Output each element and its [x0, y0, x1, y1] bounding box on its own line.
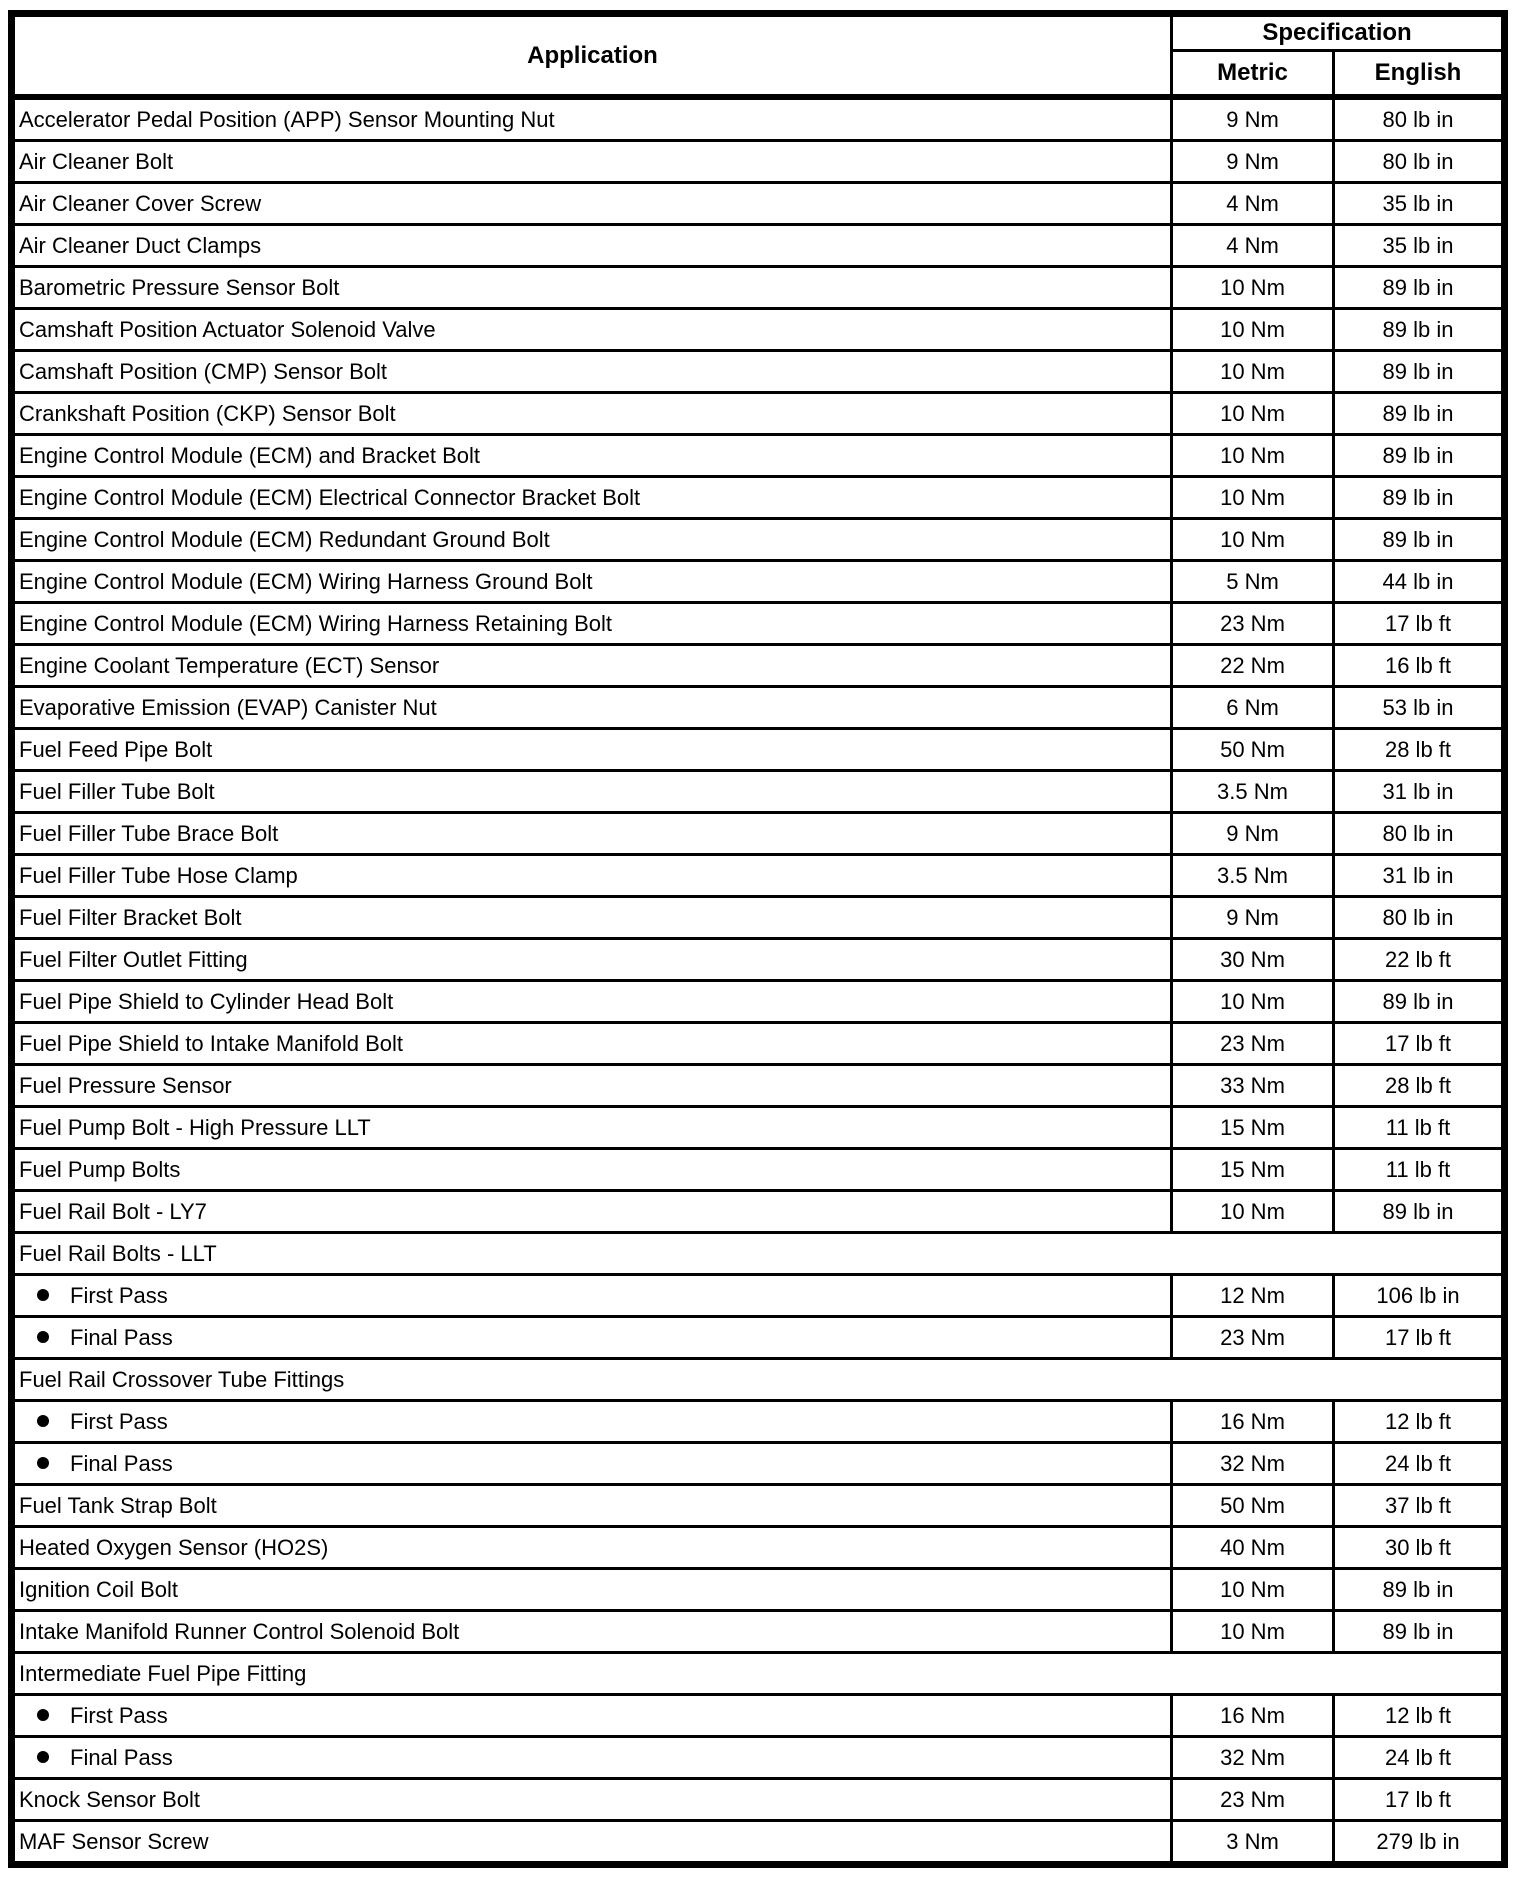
table-row [12, 393, 1505, 435]
table-row [12, 1779, 1505, 1821]
application-cell: Barometric Pressure Sensor Bolt [12, 267, 1172, 309]
application-column-header: Application [12, 14, 1172, 98]
table-row [12, 225, 1505, 267]
table-row [12, 1149, 1505, 1191]
table-row [12, 813, 1505, 855]
application-cell: Camshaft Position (CMP) Sensor Bolt [12, 351, 1172, 393]
english-value-cell: 89 lb in [1334, 351, 1505, 393]
application-label: Final Pass [70, 1744, 173, 1770]
metric-value-cell: 10 Nm [1172, 267, 1334, 309]
table-row [12, 1023, 1505, 1065]
metric-value-cell: 10 Nm [1172, 981, 1334, 1023]
metric-value-cell: 10 Nm [1172, 435, 1334, 477]
english-value-cell: 80 lb in [1334, 897, 1505, 939]
english-value-cell: 28 lb ft [1334, 1065, 1505, 1107]
english-value-cell: 89 lb in [1334, 477, 1505, 519]
application-cell: MAF Sensor Screw [12, 1821, 1172, 1865]
table-row [12, 309, 1505, 351]
fastener-spec-table [8, 10, 1508, 1868]
table-row [12, 1317, 1505, 1359]
section-title-cell: Fuel Rail Crossover Tube Fittings [12, 1359, 1505, 1401]
english-value-cell: 89 lb in [1334, 519, 1505, 561]
bullet-icon [37, 1289, 49, 1301]
table-row [12, 1821, 1505, 1865]
english-value-cell: 80 lb in [1334, 97, 1505, 141]
application-cell: Engine Control Module (ECM) Electrical Connector Bracket Bolt [12, 477, 1172, 519]
table-row [12, 97, 1505, 141]
metric-value-cell: 23 Nm [1172, 1779, 1334, 1821]
table-row [12, 561, 1505, 603]
english-value-cell: 89 lb in [1334, 393, 1505, 435]
application-cell: Heated Oxygen Sensor (HO2S) [12, 1527, 1172, 1569]
table-row [12, 729, 1505, 771]
application-cell: Engine Control Module (ECM) Wiring Harness Ground Bolt [12, 561, 1172, 603]
english-value-cell: 24 lb ft [1334, 1737, 1505, 1779]
metric-value-cell: 10 Nm [1172, 1611, 1334, 1653]
english-value-cell: 89 lb in [1334, 1611, 1505, 1653]
table-row [12, 1527, 1505, 1569]
section-header-row [12, 1653, 1505, 1695]
metric-value-cell: 32 Nm [1172, 1737, 1334, 1779]
metric-value-cell: 3.5 Nm [1172, 771, 1334, 813]
table-row [12, 477, 1505, 519]
english-value-cell: 279 lb in [1334, 1821, 1505, 1865]
metric-value-cell: 30 Nm [1172, 939, 1334, 981]
metric-value-cell: 23 Nm [1172, 1317, 1334, 1359]
english-value-cell: 35 lb in [1334, 225, 1505, 267]
metric-value-cell: 22 Nm [1172, 645, 1334, 687]
application-cell: Fuel Tank Strap Bolt [12, 1485, 1172, 1527]
application-cell: Fuel Filler Tube Brace Bolt [12, 813, 1172, 855]
section-title-cell: Fuel Rail Bolts - LLT [12, 1233, 1505, 1275]
metric-value-cell: 10 Nm [1172, 351, 1334, 393]
application-cell: Knock Sensor Bolt [12, 1779, 1172, 1821]
table-row [12, 687, 1505, 729]
section-header-row [12, 1359, 1505, 1401]
application-cell: Fuel Feed Pipe Bolt [12, 729, 1172, 771]
table-row [12, 981, 1505, 1023]
metric-value-cell: 9 Nm [1172, 897, 1334, 939]
application-cell: Ignition Coil Bolt [12, 1569, 1172, 1611]
application-cell: Air Cleaner Bolt [12, 141, 1172, 183]
application-cell [12, 1443, 1172, 1485]
application-cell: Intake Manifold Runner Control Solenoid Bolt [12, 1611, 1172, 1653]
english-value-cell: 44 lb in [1334, 561, 1505, 603]
english-value-cell: 12 lb ft [1334, 1695, 1505, 1737]
application-cell: Engine Coolant Temperature (ECT) Sensor [12, 645, 1172, 687]
application-cell: Fuel Rail Bolt - LY7 [12, 1191, 1172, 1233]
application-cell [12, 1695, 1172, 1737]
english-value-cell: 11 lb ft [1334, 1107, 1505, 1149]
section-title-cell: Intermediate Fuel Pipe Fitting [12, 1653, 1505, 1695]
english-value-cell: 53 lb in [1334, 687, 1505, 729]
metric-value-cell: 50 Nm [1172, 729, 1334, 771]
bullet-icon [37, 1751, 49, 1763]
english-value-cell: 80 lb in [1334, 813, 1505, 855]
application-cell: Air Cleaner Cover Screw [12, 183, 1172, 225]
table-row [12, 1611, 1505, 1653]
table-header [12, 14, 1505, 98]
application-cell: Fuel Filter Bracket Bolt [12, 897, 1172, 939]
metric-value-cell: 10 Nm [1172, 309, 1334, 351]
english-value-cell: 30 lb ft [1334, 1527, 1505, 1569]
metric-value-cell: 9 Nm [1172, 97, 1334, 141]
application-label: First Pass [70, 1408, 168, 1434]
english-value-cell: 35 lb in [1334, 183, 1505, 225]
specification-column-header: Specification [1172, 14, 1505, 51]
application-cell: Camshaft Position Actuator Solenoid Valve [12, 309, 1172, 351]
bullet-icon [37, 1331, 49, 1343]
english-column-header: English [1334, 51, 1505, 98]
english-value-cell: 28 lb ft [1334, 729, 1505, 771]
english-value-cell: 24 lb ft [1334, 1443, 1505, 1485]
table-row [12, 267, 1505, 309]
table-row [12, 855, 1505, 897]
table-row [12, 771, 1505, 813]
english-value-cell: 17 lb ft [1334, 1023, 1505, 1065]
application-cell [12, 1401, 1172, 1443]
application-cell: Crankshaft Position (CKP) Sensor Bolt [12, 393, 1172, 435]
english-value-cell: 11 lb ft [1334, 1149, 1505, 1191]
metric-value-cell: 10 Nm [1172, 1569, 1334, 1611]
metric-value-cell: 3.5 Nm [1172, 855, 1334, 897]
application-cell: Evaporative Emission (EVAP) Canister Nut [12, 687, 1172, 729]
application-cell: Fuel Pump Bolt - High Pressure LLT [12, 1107, 1172, 1149]
metric-value-cell: 23 Nm [1172, 1023, 1334, 1065]
metric-value-cell: 10 Nm [1172, 1191, 1334, 1233]
english-value-cell: 89 lb in [1334, 1569, 1505, 1611]
table-row [12, 1107, 1505, 1149]
metric-value-cell: 12 Nm [1172, 1275, 1334, 1317]
application-cell [12, 1737, 1172, 1779]
application-cell: Fuel Pipe Shield to Cylinder Head Bolt [12, 981, 1172, 1023]
metric-value-cell: 5 Nm [1172, 561, 1334, 603]
metric-value-cell: 15 Nm [1172, 1149, 1334, 1191]
table-row [12, 141, 1505, 183]
metric-value-cell: 15 Nm [1172, 1107, 1334, 1149]
metric-column-header: Metric [1172, 51, 1334, 98]
metric-value-cell: 40 Nm [1172, 1527, 1334, 1569]
application-cell: Air Cleaner Duct Clamps [12, 225, 1172, 267]
application-label: First Pass [70, 1702, 168, 1728]
metric-value-cell: 6 Nm [1172, 687, 1334, 729]
application-cell: Fuel Filler Tube Hose Clamp [12, 855, 1172, 897]
metric-value-cell: 4 Nm [1172, 183, 1334, 225]
english-value-cell: 31 lb in [1334, 855, 1505, 897]
application-cell: Engine Control Module (ECM) and Bracket Bolt [12, 435, 1172, 477]
metric-value-cell: 10 Nm [1172, 477, 1334, 519]
metric-value-cell: 10 Nm [1172, 393, 1334, 435]
metric-value-cell: 9 Nm [1172, 141, 1334, 183]
table-row [12, 939, 1505, 981]
metric-value-cell: 4 Nm [1172, 225, 1334, 267]
application-label: Final Pass [70, 1324, 173, 1350]
metric-value-cell: 16 Nm [1172, 1401, 1334, 1443]
application-cell: Fuel Pressure Sensor [12, 1065, 1172, 1107]
metric-value-cell: 33 Nm [1172, 1065, 1334, 1107]
table-row [12, 435, 1505, 477]
application-cell: Fuel Filler Tube Bolt [12, 771, 1172, 813]
application-cell: Fuel Filter Outlet Fitting [12, 939, 1172, 981]
metric-value-cell: 23 Nm [1172, 603, 1334, 645]
application-cell: Engine Control Module (ECM) Wiring Harness Retaining Bolt [12, 603, 1172, 645]
table-row [12, 1275, 1505, 1317]
english-value-cell: 12 lb ft [1334, 1401, 1505, 1443]
application-cell: Fuel Pipe Shield to Intake Manifold Bolt [12, 1023, 1172, 1065]
english-value-cell: 89 lb in [1334, 309, 1505, 351]
english-value-cell: 16 lb ft [1334, 645, 1505, 687]
table-row [12, 1569, 1505, 1611]
english-value-cell: 106 lb in [1334, 1275, 1505, 1317]
metric-value-cell: 3 Nm [1172, 1821, 1334, 1865]
bullet-icon [37, 1457, 49, 1469]
application-cell: Accelerator Pedal Position (APP) Sensor Mounting Nut [12, 97, 1172, 141]
english-value-cell: 89 lb in [1334, 981, 1505, 1023]
english-value-cell: 89 lb in [1334, 1191, 1505, 1233]
application-label: First Pass [70, 1282, 168, 1308]
specification-header-row [12, 14, 1505, 51]
metric-value-cell: 10 Nm [1172, 519, 1334, 561]
metric-value-cell: 50 Nm [1172, 1485, 1334, 1527]
table-row [12, 1443, 1505, 1485]
english-value-cell: 17 lb ft [1334, 1317, 1505, 1359]
metric-value-cell: 16 Nm [1172, 1695, 1334, 1737]
table-row [12, 1695, 1505, 1737]
table-row [12, 897, 1505, 939]
english-value-cell: 80 lb in [1334, 141, 1505, 183]
application-cell: Engine Control Module (ECM) Redundant Ground Bolt [12, 519, 1172, 561]
table-row [12, 603, 1505, 645]
english-value-cell: 37 lb ft [1334, 1485, 1505, 1527]
english-value-cell: 89 lb in [1334, 267, 1505, 309]
metric-value-cell: 32 Nm [1172, 1443, 1334, 1485]
bullet-icon [37, 1415, 49, 1427]
table-row [12, 519, 1505, 561]
english-value-cell: 31 lb in [1334, 771, 1505, 813]
bullet-icon [37, 1709, 49, 1721]
table-row [12, 1485, 1505, 1527]
table-row [12, 351, 1505, 393]
english-value-cell: 17 lb ft [1334, 603, 1505, 645]
english-value-cell: 22 lb ft [1334, 939, 1505, 981]
application-cell [12, 1317, 1172, 1359]
english-value-cell: 17 lb ft [1334, 1779, 1505, 1821]
table-row [12, 1065, 1505, 1107]
english-value-cell: 89 lb in [1334, 435, 1505, 477]
table-row [12, 1401, 1505, 1443]
table-row [12, 645, 1505, 687]
application-label: Final Pass [70, 1450, 173, 1476]
application-cell: Fuel Pump Bolts [12, 1149, 1172, 1191]
table-row [12, 1737, 1505, 1779]
metric-value-cell: 9 Nm [1172, 813, 1334, 855]
section-header-row [12, 1233, 1505, 1275]
spec-table-body [12, 97, 1505, 1865]
table-row [12, 183, 1505, 225]
application-cell [12, 1275, 1172, 1317]
table-row [12, 1191, 1505, 1233]
